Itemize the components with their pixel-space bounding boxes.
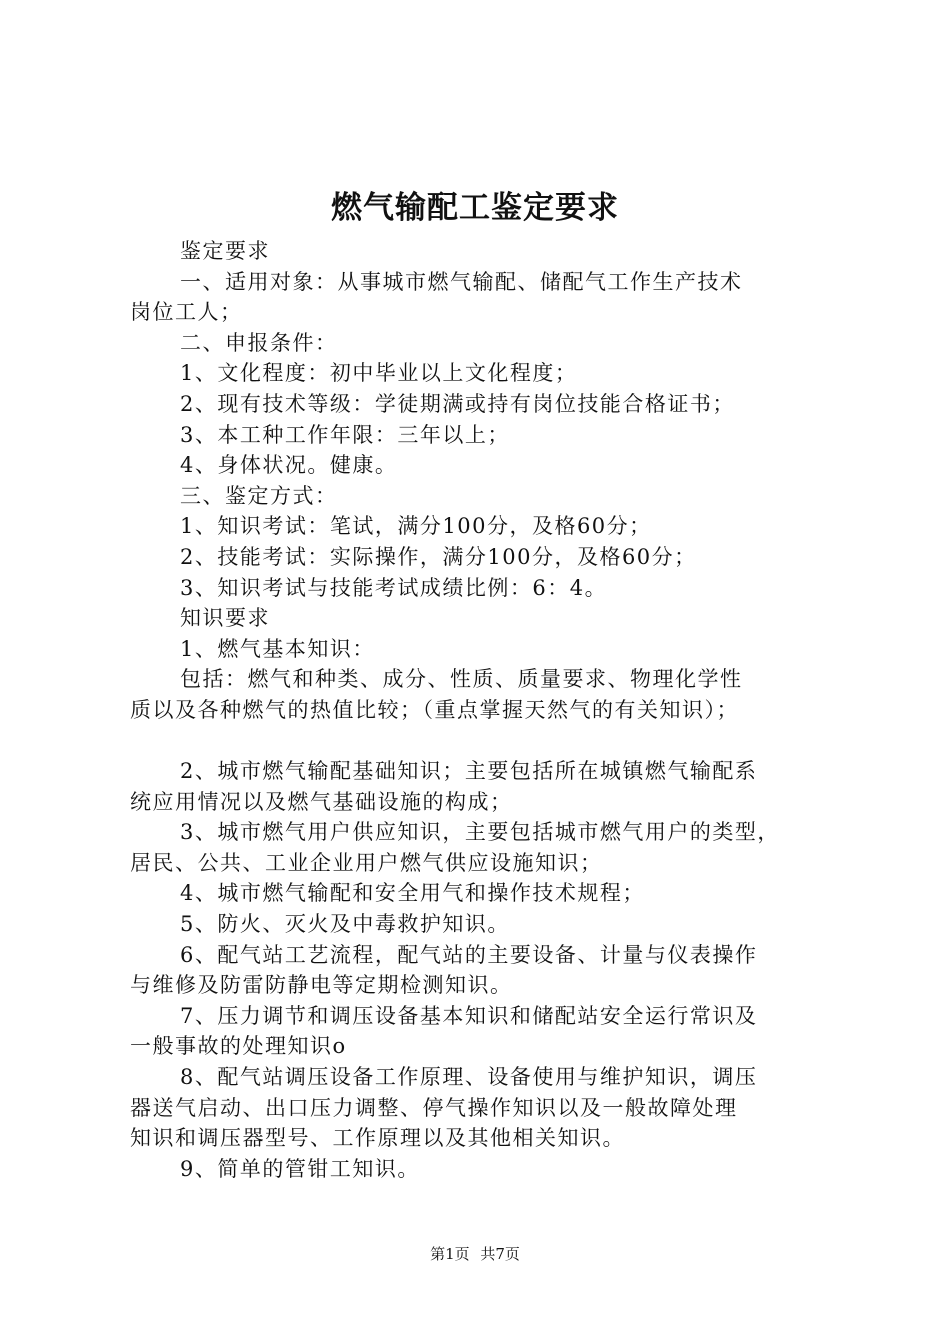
text-line: 6、配气站工艺流程，配气站的主要设备、计量与仪表操作 (180, 942, 758, 967)
text-line: 居民、公共、工业企业用户燃气供应设施知识； (130, 850, 603, 875)
text-line: 知识和调压器型号、工作原理以及其他相关知识。 (130, 1126, 625, 1151)
text-line: 1、知识考试：笔试，满分100分，及格60分； (180, 514, 652, 539)
text-line: 2、现有技术等级：学徒期满或持有岗位技能合格证书； (180, 391, 735, 416)
text-line: 一般事故的处理知识o (130, 1034, 347, 1059)
text-line: 3、本工种工作年限：三年以上； (180, 422, 510, 447)
text-line: 器送气启动、出口压力调整、停气操作知识以及一般故障处理 (130, 1095, 738, 1120)
page-number: 第1页 (430, 1245, 470, 1263)
text-line: 与维修及防雷防静电等定期检测知识。 (130, 973, 513, 998)
page-total: 共7页 (480, 1245, 520, 1263)
document-title: 燃气输配工鉴定要求 (331, 190, 619, 226)
text-line: 3、城市燃气用户供应知识，主要包括城市燃气用户的类型， (180, 820, 780, 845)
text-line: 鉴定要求 (180, 239, 270, 263)
blank-line (130, 726, 840, 757)
text-line: 质以及各种燃气的热值比较；（重点掌握天然气的有关知识）； (130, 697, 739, 722)
text-line: 1、燃气基本知识： (180, 636, 375, 661)
text-line: 2、城市燃气输配基础知识；主要包括所在城镇燃气输配系 (180, 759, 758, 784)
text-line: 二、申报条件： (180, 330, 338, 355)
text-line: 知识要求 (180, 606, 270, 631)
page-footer (0, 1244, 950, 1264)
text-line: 一、适用对象：从事城市燃气输配、储配气工作生产技术 (180, 269, 743, 294)
text-line: 4、城市燃气输配和安全用气和操作技术规程； (180, 881, 645, 906)
text-line: 7、压力调节和调压设备基本知识和储配站安全运行常识及 (180, 1003, 758, 1028)
text-line: 4、身体状况。健康。 (180, 453, 398, 478)
text-line: 三、鉴定方式： (180, 483, 338, 508)
text-line: 2、技能考试：实际操作，满分100分，及格60分； (180, 544, 697, 569)
text-line: 3、知识考试与技能考试成绩比例：6：4。 (180, 575, 608, 600)
text-line: 8、配气站调压设备工作原理、设备使用与维护知识，调压 (180, 1065, 758, 1090)
text-line: 1、文化程度：初中毕业以上文化程度； (180, 361, 578, 386)
text-line: 5、防火、灭火及中毒救护知识。 (180, 912, 510, 937)
document-body (130, 236, 840, 1184)
text-line: 岗位工人； (130, 300, 243, 325)
text-line: 9、简单的管钳工知识。 (180, 1156, 420, 1181)
text-line: 统应用情况以及燃气基础设施的构成； (130, 789, 513, 814)
text-line: 包括：燃气和种类、成分、性质、质量要求、物理化学性 (180, 667, 743, 692)
